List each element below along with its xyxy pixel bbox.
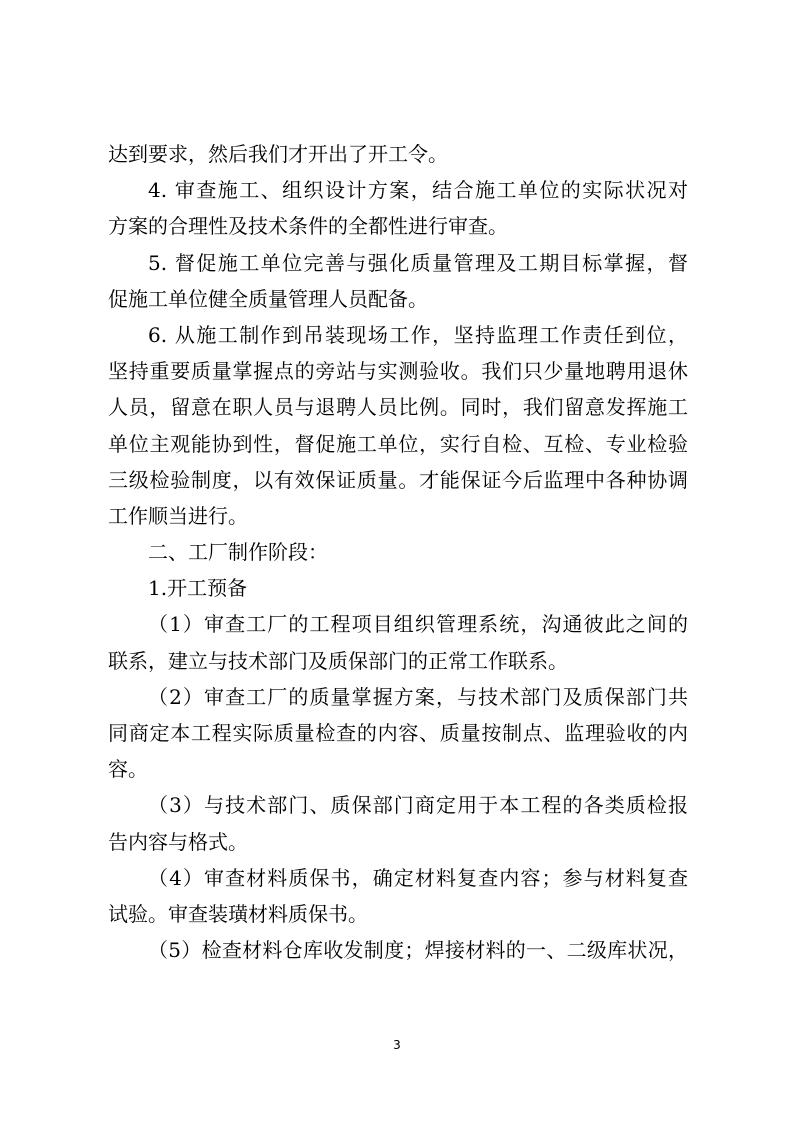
text-line-5: 促施工单位健全质量管理人员配备。 xyxy=(108,286,428,311)
text-line-3: 方案的合理性及技术条件的全都性进行审查。 xyxy=(108,214,508,239)
text-line-11: 工作顺当进行。 xyxy=(108,503,248,528)
text-line-21: （4）审查材料质保书，确定材料复查内容；参与材料复查 xyxy=(148,865,688,890)
text-line-17: 同商定本工程实际质量检查的内容、质量按制点、监理验收的内 xyxy=(108,721,688,745)
text-line-23: （5）检查材料仓库收发制度；焊接材料的一、二级库状况， xyxy=(148,938,688,963)
subsection-heading: 1.开工预备 xyxy=(148,576,248,601)
text-line-15: 联系，建立与技术部门及质保部门的正常工作联系。 xyxy=(108,648,568,673)
body-text xyxy=(108,136,688,968)
text-line-18: 容。 xyxy=(108,757,148,782)
page-number: 3 xyxy=(393,1038,401,1052)
text-line-2: 4. 审查施工、组织设计方案，结合施工单位的实际状况对 xyxy=(148,178,688,203)
text-line-7: 坚持重要质量掌握点的旁站与实测验收。我们只少量地聘用退休 xyxy=(108,359,688,384)
text-line-4: 5. 督促施工单位完善与强化质量管理及工期目标掌握，督 xyxy=(148,250,688,275)
text-line-9: 单位主观能协到性，督促施工单位，实行自检、互检、专业检验 xyxy=(108,431,688,456)
text-line-10: 三级检验制度，以有效保证质量。才能保证今后监理中各种协调 xyxy=(108,467,688,492)
text-line-16: （2）审查工厂的质量掌握方案，与技术部门及质保部门共 xyxy=(148,684,688,709)
text-line-20: 告内容与格式。 xyxy=(108,829,248,854)
text-line-8: 人员，留意在职人员与退聘人员比例。同时，我们留意发挥施工 xyxy=(108,395,688,420)
section-heading: 二、工厂制作阶段： xyxy=(148,540,328,565)
text-line-6: 6. 从施工制作到吊装现场工作，坚持监理工作责任到位， xyxy=(148,322,688,347)
text-line-14: （1）审查工厂的工程项目组织管理系统，沟通彼此之间的 xyxy=(148,612,688,637)
text-line-19: （3）与技术部门、质保部门商定用于本工程的各类质检报 xyxy=(148,793,688,818)
text-line-1: 达到要求，然后我们才开出了开工令。 xyxy=(108,142,448,166)
text-line-22: 试验。审查装璜材料质保书。 xyxy=(108,901,368,926)
